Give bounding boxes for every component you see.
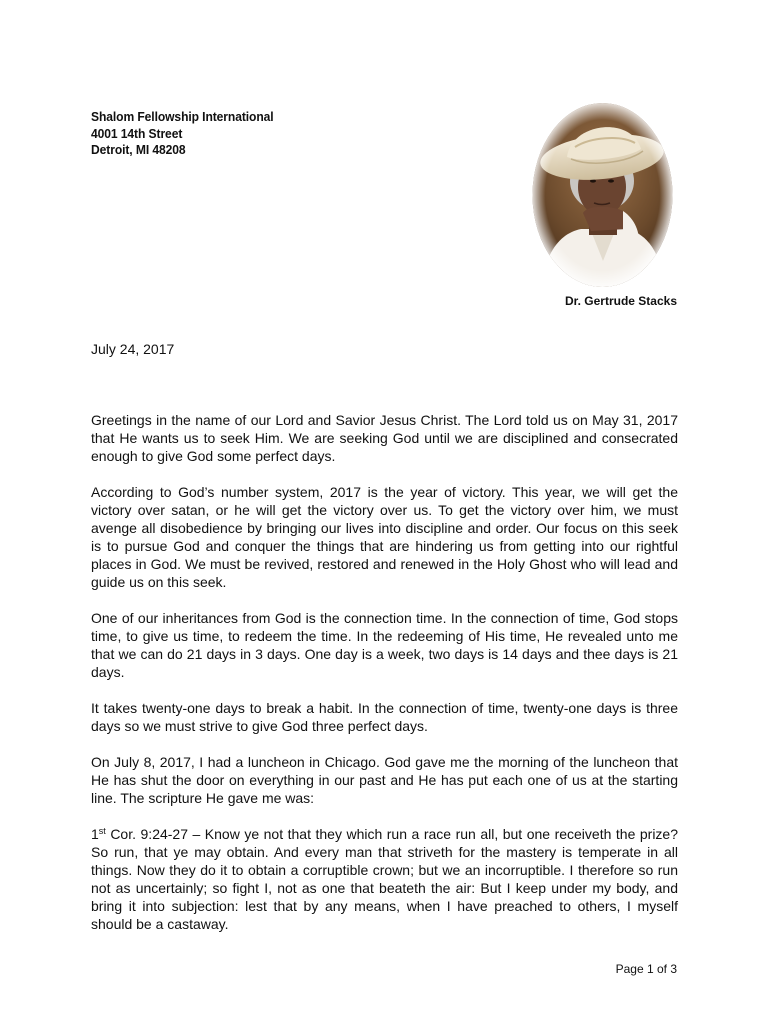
portrait-caption: Dr. Gertrude Stacks — [564, 294, 677, 308]
street-address: 4001 14th Street — [91, 125, 183, 141]
paragraph-habit: It takes twenty-one days to break a habit. In the connection of time, twenty-one days is three days so we must strive to give God three perfect days. — [91, 700, 678, 734]
city-address: Detroit, MI 48208 — [91, 142, 186, 157]
letter-body — [91, 411, 678, 951]
scripture-ordinal: st — [98, 826, 106, 836]
portrait-photo — [531, 101, 674, 289]
letterhead — [91, 109, 274, 159]
paragraph-victory: According to God’s number system, 2017 is the year of victory. This year, we will get the victory over satan, or he will get the victory over us. To get the victory over him, we must avenge all disobedience by bringing our lives into discipline and order. Our focus on this seek is to pursue God and conquer the things that are hindering us from getting into our rightful places in God. We must be revived, restored and renewed in the Holy Ghost who will lead and guide us on this seek. — [91, 484, 678, 590]
page-number: Page 1 of 3 — [615, 962, 677, 976]
paragraph-connection-time: One of our inheritances from God is the connection time. In the connection of time, God stops time, to give us time, to redeem the time. In the redeeming of His time, He revealed unto me that we can do 21 days in 3 days. One day is a week, two days is 14 days and thee days is 21 days. — [91, 610, 678, 680]
scripture-book-number: 1 — [91, 826, 99, 842]
organization-name: Shalom Fellowship International — [91, 109, 274, 124]
paragraph-luncheon: On July 8, 2017, I had a luncheon in Chicago. God gave me the morning of the luncheon that He has shut the door on everything in our past and He has put each one of us at the starting line. The scripture He gave me was: — [91, 754, 678, 806]
paragraph-greeting: Greetings in the name of our Lord and Savior Jesus Christ. The Lord told us on May 31, 2017 that He wants us to seek Him. We are seeking God until we are disciplined and consecrated enough to give God some perfect days. — [91, 412, 678, 464]
paragraph-scripture — [91, 825, 678, 933]
scripture-text: Cor. 9:24-27 – Know ye not that they which run a race run all, but one receiveth the prize? So run, that ye may obtain. And every man that striveth for the mastery is temperate in all things. Now they do it to obtain a corruptible crown; but we an incorruptible. I therefore so run not as uncertainly; so fight I, not as one that beateth the air: But I keep under my body, and bring it into subjection: lest that by any means, when I have preached to others, I myself should be a castaway. — [91, 826, 678, 932]
letter-date: July 24, 2017 — [91, 341, 175, 357]
